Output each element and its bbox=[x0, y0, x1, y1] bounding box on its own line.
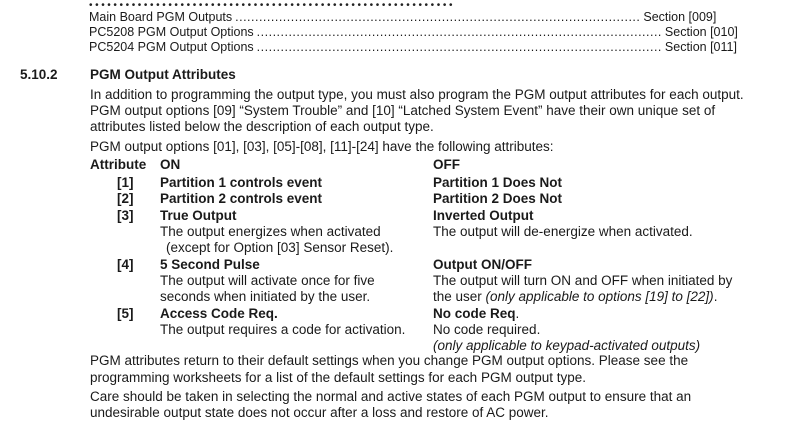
off-title: Partition 1 Does Not bbox=[433, 175, 563, 190]
off-description: No code required. bbox=[433, 322, 541, 337]
off-description: the user (only applicable to options [19] to [22]). bbox=[433, 289, 718, 304]
attribute-code: [1] bbox=[117, 175, 134, 190]
intro-line: attributes listed below the description of each output type. bbox=[90, 119, 434, 134]
header-on: ON bbox=[160, 157, 181, 172]
attribute-code: [4] bbox=[117, 257, 134, 272]
on-title: 5 Second Pulse bbox=[160, 257, 260, 272]
off-title: Output ON/OFF bbox=[433, 257, 532, 272]
section-number: 5.10.2 bbox=[20, 67, 58, 82]
on-description: (except for Option [03] Sensor Reset). bbox=[166, 240, 394, 255]
on-title: True Output bbox=[160, 208, 237, 223]
dotted-border: •••••••••••••••••••••••••••••••••••••••••••••••••••••••••••• bbox=[89, 0, 456, 11]
attribute-code: [3] bbox=[117, 208, 134, 223]
off-title: No code Req bbox=[433, 306, 516, 321]
intro-line: In addition to programming the output type, you must also program the PGM output attributes for each output. bbox=[90, 87, 744, 102]
outro-line: PGM attributes return to their default settings when you change PGM output options. Please see the bbox=[90, 353, 689, 368]
on-description: The output will activate once for five bbox=[160, 273, 375, 288]
section-index-box bbox=[89, 0, 738, 55]
intro-line: PGM output options [09] “System Trouble” and [10] “Latched System Event” have their own unique set of bbox=[90, 103, 716, 118]
manual-page: •••••••••••••••••••••••••••••••••••••••••••••••••••••••••••• Main Board PGM Outputs ...................................................................................................... Section [009] PC5208 PGM Output Options ...................................................................................................... Section [010] PC5204 PGM Output Options ...................................................................................................... Section [011] 5.10.2 PGM Output Attributes In addition to programming the output type, you must also program the PGM output attributes for each output. PGM output options [09] “System Trouble” and [10] “Latched System Event” have their own unique set of attributes listed below the description of each output type. PGM output options [01], [03], [05]-[08], [11]-[24] have the following attributes: Attribute ON OFF [1] Partition 1 controls event Partition 1 Does Not [2] Partition 2 controls event Partition 2 Does Not [3] True Output The output energizes when activated (except for Option [03] Sensor Reset). Inverted Output The output will de-energize when activated. [4] 5 Second Pulse The output will activate once for five seconds when initiated by the user. Output ON/OFF The output will turn ON and OFF when initiated by the user (only applicable to options [19] to [22]). [5] Access Code Req. The output requires a code for activation. No code Req. No code required. (only applicable to keypad-activated outputs) PGM attributes return to their default settings when you change PGM output options. Please see the programming worksheets for a list of the default settings for each PGM output type. Care should be taken in selecting the normal and active states of each PGM output to ensure that an undesirable output state does not occur after a loss and restore of AC power. bbox=[20, 0, 744, 420]
toc-entry: PC5208 PGM Output Options ...................................................................................................... Section [010] bbox=[89, 25, 738, 39]
outro-line: Care should be taken in selecting the normal and active states of each PGM output to ensure that an bbox=[90, 389, 692, 404]
off-title: Inverted Output bbox=[433, 208, 534, 223]
outro-line: undesirable output state does not occur after a loss and restore of AC power. bbox=[90, 405, 549, 420]
outro-line: programming worksheets for a list of the default settings for each PGM output type. bbox=[90, 370, 586, 385]
header-off: OFF bbox=[433, 157, 460, 172]
on-description: The output energizes when activated bbox=[160, 224, 381, 239]
off-description: The output will turn ON and OFF when initiated by bbox=[433, 273, 733, 288]
toc-entry: Main Board PGM Outputs ...................................................................................................... Section [009] bbox=[89, 10, 717, 24]
header-attribute: Attribute bbox=[90, 157, 147, 172]
intro-line: PGM output options [01], [03], [05]-[08], [11]-[24] have the following attributes: bbox=[90, 139, 554, 154]
off-description: (only applicable to keypad-activated outputs) bbox=[433, 338, 701, 353]
on-description: The output requires a code for activation. bbox=[160, 322, 406, 337]
on-title: Partition 1 controls event bbox=[160, 175, 323, 190]
section-title: PGM Output Attributes bbox=[90, 67, 236, 82]
off-description: The output will de-energize when activated. bbox=[433, 224, 693, 239]
attribute-code: [5] bbox=[117, 306, 134, 321]
off-title: Partition 2 Does Not bbox=[433, 191, 563, 206]
on-title: Partition 2 controls event bbox=[160, 191, 323, 206]
toc-entry: PC5204 PGM Output Options ...................................................................................................... Section [011] bbox=[89, 40, 737, 54]
on-title: Access Code Req. bbox=[160, 306, 278, 321]
attribute-code: [2] bbox=[117, 191, 134, 206]
on-description: seconds when initiated by the user. bbox=[160, 289, 371, 304]
